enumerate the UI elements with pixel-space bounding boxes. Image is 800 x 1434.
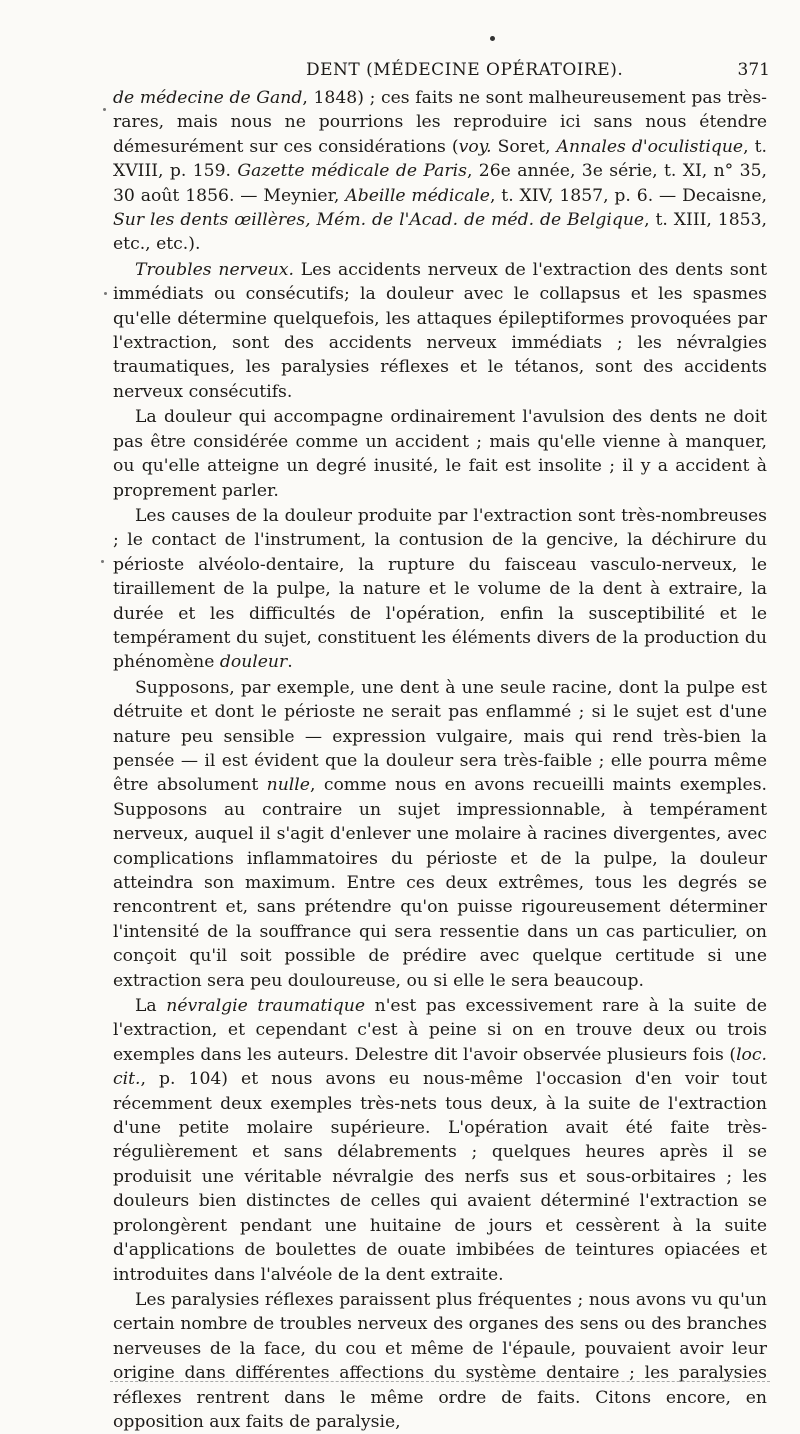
text-span: Les accidents nerveux de l'extraction des dents sont immédiats ou consécutifs; la douleur avec le collapsus et les spasmes qu'elle détermine quelquefois, les attaques épileptiformes provoquées par l'extraction, sont des accidents nerveux immédiats ; les névralgies traumatiques, les paralysies réflexes et le tétanos, sont des accidents nerveux consécutifs. xyxy=(113,259,767,402)
paragraph xyxy=(113,994,767,1287)
paragraph xyxy=(113,258,767,404)
page-number: 371 xyxy=(737,60,770,80)
italic-span: Abeille médicale xyxy=(345,185,490,206)
body-text xyxy=(113,86,767,1434)
text-span: , 1848) ; ces faits ne sont malheureusement pas très-rares, mais nous ne pourrions les reproduire ici sans nous étendre démesurément sur ces considérations ( xyxy=(113,88,767,157)
text-span: , t. XIII, 1853, etc., etc.). xyxy=(113,210,767,255)
paragraph xyxy=(113,1288,767,1434)
text-span: Supposons, par exemple, une dent à une seule racine, dont la pulpe est détruite et dont le périoste ne serait pas enflammé ; si le sujet est d'une nature peu sensible — expression vulgaire, mais qui rend très-bien la pensée — il est évident que la douleur sera très-faible ; elle pourra même être absolument xyxy=(113,677,767,796)
italic-span: Sur les dents œillères, Mém. de l'Acad. de méd. de Belgique xyxy=(113,210,645,231)
italic-span: Troubles nerveux. xyxy=(135,259,294,280)
paragraph xyxy=(113,676,767,993)
header-title: DENT (MÉDECINE OPÉRATOIRE). xyxy=(306,60,624,80)
text-span: , t. XIV, 1857, p. 6. — Decaisne, xyxy=(489,185,767,206)
italic-span: Annales d'oculistique xyxy=(556,136,744,157)
margin-speck xyxy=(101,560,104,563)
text-span: . xyxy=(287,652,293,673)
running-header xyxy=(112,60,770,84)
bottom-dashed-rule xyxy=(110,1381,770,1382)
text-span: , t. XVIII, p. 159. xyxy=(113,136,767,182)
top-speck xyxy=(490,36,495,41)
italic-span: Gazette médicale de Paris xyxy=(237,161,467,182)
margin-speck xyxy=(104,292,107,295)
paragraph xyxy=(113,504,767,675)
paragraph xyxy=(113,86,767,257)
text-span: , 26e année, 3e série, t. XI, n° 35, 30 août 1856. — Meynier, xyxy=(113,161,767,206)
paragraph xyxy=(113,405,767,503)
italic-span: nulle xyxy=(266,775,310,796)
text-span: Les causes de la douleur produite par l'extraction sont très-nombreuses ; le contact de l'instrument, la contusion de la gencive, la déchirure du périoste alvéolo-dentaire, la rupture du faisceau vasculo-nerveux, le tiraillement de la pulpe, la nature et le volume de la dent à extraire, la durée et les difficultés de l'opération, enfin la susceptibilité et le tempérament du sujet, constituent les éléments divers de la production du phénomène xyxy=(113,505,767,673)
italic-span: névralgie traumatique xyxy=(166,996,366,1017)
text-span: La douleur qui accompagne ordinairement l'avulsion des dents ne doit pas être considérée comme un accident ; mais qu'elle vienne à manquer, ou qu'elle atteigne un degré inusité, le fait est insolite ; il y a accident à proprement parler. xyxy=(113,407,767,501)
margin-speck xyxy=(103,108,106,111)
text-span: , comme nous en avons recueilli maints exemples. Supposons au contraire un sujet impressionnable, à tempérament nerveux, auquel il s'agit d'enlever une molaire à racines divergentes, avec complications inflammatoires du périoste et de la pulpe, la douleur atteindra son maximum. Entre ces deux extrêmes, tous les degrés se rencontrent et, sans prétendre qu'on puisse rigoureusement déterminer l'intensité de la souffrance qui sera ressentie dans un cas particulier, on conçoit qu'il soit possible de prédire avec quelque certitude si une extraction sera peu douloureuse, ou si elle le sera beaucoup. xyxy=(113,775,767,991)
text-span: Soret, xyxy=(491,136,557,157)
text-span: La xyxy=(135,996,167,1017)
italic-span: voy. xyxy=(458,136,492,157)
italic-span: loc. cit. xyxy=(113,1044,767,1090)
text-span: Les paralysies réflexes paraissent plus fréquentes ; nous avons vu qu'un certain nombre de troubles nerveux des organes des sens ou des branches nerveuses de la face, du cou et même de l'épaule, pouvaient avoir leur origine dans différentes affections du système dentaire ; les paralysies réflexes rentrent dans le même ordre de faits. Citons encore, en opposition aux faits de paralysie, xyxy=(113,1289,767,1432)
italic-span: douleur xyxy=(219,652,288,673)
italic-span: de médecine de Gand xyxy=(113,88,303,108)
text-span: n'est pas excessivement rare à la suite de l'extraction, et cependant c'est à peine si on en trouve deux ou trois exemples dans les auteurs. Delestre dit l'avoir observée plusieurs fois ( xyxy=(113,996,768,1065)
text-span: , p. 104) et nous avons eu nous-même l'occasion d'en voir tout récemment deux exemples très-nets tous deux, à la suite de l'extraction d'une petite molaire supérieure. L'opération avait été faite très-régulièrement et sans délabrements ; quelques heures après il se produisit une véritable névralgie des nerfs sus et sous-orbitaires ; les douleurs bien distinctes de celles qui avaient déterminé l'extraction se prolongèrent pendant une huitaine de jours et cessèrent à la suite d'applications de boulettes de ouate imbibées de teintures opiacées et introduites dans l'alvéole de la dent extraite. xyxy=(113,1069,767,1285)
